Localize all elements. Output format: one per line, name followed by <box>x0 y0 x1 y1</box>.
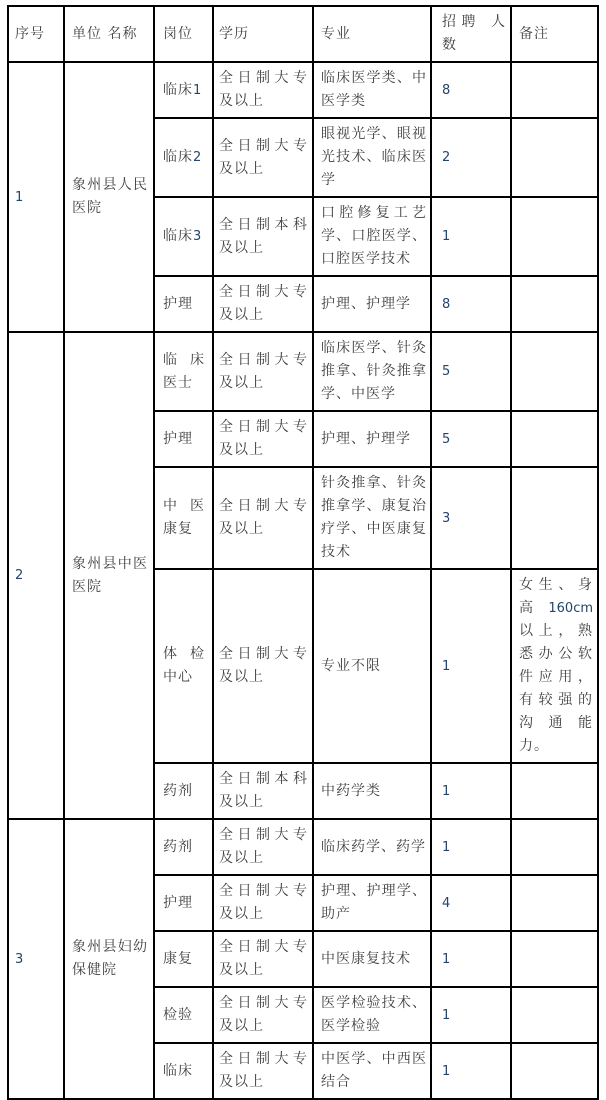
cell-education: 全日制大专及以上 <box>213 931 313 987</box>
cell-major: 临床医学、针灸推拿、针灸推拿学、中医学 <box>313 332 431 411</box>
cell-education: 全日制大专及以上 <box>213 987 313 1043</box>
cell-count: 1 <box>431 931 511 987</box>
cell-count: 2 <box>431 118 511 197</box>
cell-education: 全日制大专及以上 <box>213 875 313 931</box>
cell-position: 检验 <box>154 987 213 1043</box>
header-major: 专业 <box>313 6 431 62</box>
table-row <box>8 332 598 411</box>
cell-count: 1 <box>431 569 511 763</box>
cell-education: 全日制本科及以上 <box>213 197 313 276</box>
cell-remark <box>511 62 598 118</box>
cell-position: 体检中心 <box>154 569 213 763</box>
cell-education: 全日制大专及以上 <box>213 411 313 467</box>
cell-position: 中医康复 <box>154 467 213 569</box>
cell-remark <box>511 276 598 332</box>
cell-major: 医学检验技术、医学检验 <box>313 987 431 1043</box>
cell-major: 临床药学、药学 <box>313 819 431 875</box>
cell-position: 药剂 <box>154 819 213 875</box>
cell-remark: 女生、身高 160cm 以上，熟悉办公软件应用，有较强的沟通能力。 <box>511 569 598 763</box>
cell-major: 针灸推拿、针灸推拿学、康复治疗学、中医康复技术 <box>313 467 431 569</box>
cell-remark <box>511 411 598 467</box>
recruitment-table <box>7 5 599 1100</box>
cell-count: 8 <box>431 62 511 118</box>
cell-major: 中药学类 <box>313 763 431 819</box>
cell-major: 临床医学类、中医学类 <box>313 62 431 118</box>
cell-position: 临床2 <box>154 118 213 197</box>
header-row <box>8 6 598 62</box>
cell-unit-name: 象州县人民医院 <box>64 62 154 332</box>
header-count: 招聘 人数 <box>431 6 511 62</box>
cell-education: 全日制大专及以上 <box>213 332 313 411</box>
cell-major: 中医康复技术 <box>313 931 431 987</box>
header-position: 岗位 <box>154 6 213 62</box>
cell-remark <box>511 332 598 411</box>
cell-position: 康复 <box>154 931 213 987</box>
cell-education: 全日制本科及以上 <box>213 763 313 819</box>
cell-education: 全日制大专及以上 <box>213 819 313 875</box>
cell-count: 1 <box>431 987 511 1043</box>
cell-education: 全日制大专及以上 <box>213 467 313 569</box>
cell-education: 全日制大专及以上 <box>213 1043 313 1099</box>
cell-major: 中医学、中西医结合 <box>313 1043 431 1099</box>
header-unit: 单位 名称 <box>64 6 154 62</box>
cell-unit-name: 象州县妇幼保健院 <box>64 819 154 1099</box>
header-education: 学历 <box>213 6 313 62</box>
cell-position: 临床医士 <box>154 332 213 411</box>
cell-section-index: 1 <box>8 62 64 332</box>
header-remark: 备注 <box>511 6 598 62</box>
cell-remark <box>511 987 598 1043</box>
cell-count: 1 <box>431 197 511 276</box>
cell-count: 1 <box>431 819 511 875</box>
cell-count: 4 <box>431 875 511 931</box>
cell-education: 全日制大专及以上 <box>213 569 313 763</box>
cell-count: 5 <box>431 332 511 411</box>
cell-remark <box>511 118 598 197</box>
cell-remark <box>511 763 598 819</box>
cell-education: 全日制大专及以上 <box>213 276 313 332</box>
cell-education: 全日制大专及以上 <box>213 118 313 197</box>
cell-unit-name: 象州县中医医院 <box>64 332 154 819</box>
header-index: 序号 <box>8 6 64 62</box>
cell-major: 眼视光学、眼视光技术、临床医学 <box>313 118 431 197</box>
cell-remark <box>511 197 598 276</box>
cell-remark <box>511 1043 598 1099</box>
cell-remark <box>511 467 598 569</box>
cell-position: 临床1 <box>154 62 213 118</box>
cell-major: 护理、护理学 <box>313 276 431 332</box>
cell-count: 8 <box>431 276 511 332</box>
cell-education: 全日制大专及以上 <box>213 62 313 118</box>
table-row <box>8 62 598 118</box>
cell-count: 5 <box>431 411 511 467</box>
cell-major: 护理、护理学 <box>313 411 431 467</box>
cell-position: 护理 <box>154 875 213 931</box>
cell-position: 护理 <box>154 276 213 332</box>
cell-position: 临床3 <box>154 197 213 276</box>
cell-remark <box>511 931 598 987</box>
cell-count: 1 <box>431 763 511 819</box>
cell-section-index: 2 <box>8 332 64 819</box>
table-row <box>8 819 598 875</box>
cell-count: 1 <box>431 1043 511 1099</box>
cell-major: 口腔修复工艺学、口腔医学、口腔医学技术 <box>313 197 431 276</box>
cell-position: 护理 <box>154 411 213 467</box>
cell-count: 3 <box>431 467 511 569</box>
cell-position: 药剂 <box>154 763 213 819</box>
cell-remark <box>511 875 598 931</box>
cell-major: 专业不限 <box>313 569 431 763</box>
cell-major: 护理、护理学、助产 <box>313 875 431 931</box>
cell-section-index: 3 <box>8 819 64 1099</box>
cell-remark <box>511 819 598 875</box>
cell-position: 临床 <box>154 1043 213 1099</box>
